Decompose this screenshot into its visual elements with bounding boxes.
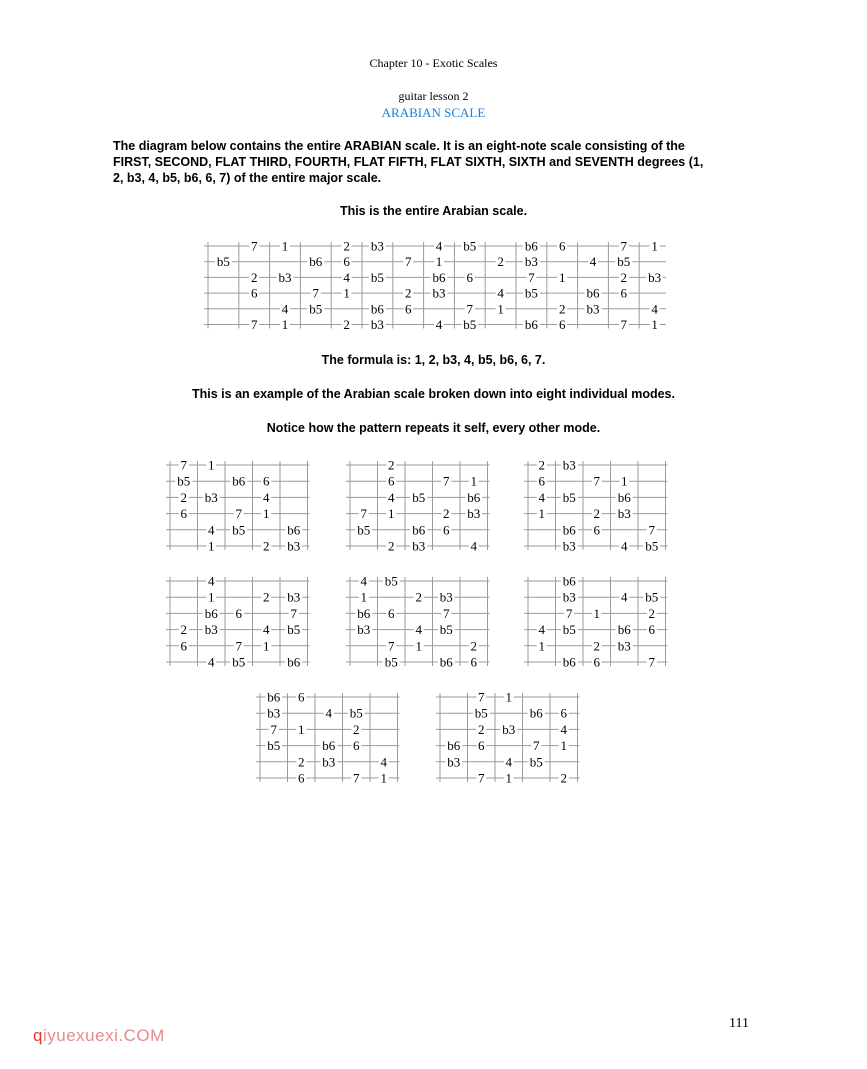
scale-note: 2 bbox=[250, 269, 258, 285]
scale-note: 7 bbox=[443, 473, 450, 489]
scale-note: 2 bbox=[538, 457, 545, 473]
scale-note: b6 bbox=[586, 285, 600, 301]
scale-note: b5 bbox=[524, 285, 538, 301]
scale-note: 6 bbox=[443, 522, 450, 538]
scale-note: b3 bbox=[267, 705, 281, 721]
scale-note: 4 bbox=[263, 622, 270, 638]
mode-3-diagram bbox=[524, 458, 668, 554]
formula-text: The formula is: 1, 2, b3, 4, b5, b6, 6, 7. bbox=[321, 353, 546, 367]
scale-note: b6 bbox=[617, 622, 631, 638]
scale-note: b5 bbox=[232, 522, 246, 538]
scale-note: b6 bbox=[562, 654, 576, 670]
scale-note: 1 bbox=[435, 254, 443, 270]
scale-note: 7 bbox=[360, 506, 367, 522]
scale-note: b5 bbox=[357, 522, 371, 538]
scale-note: 6 bbox=[263, 473, 270, 489]
scale-note: 4 bbox=[388, 489, 395, 505]
scale-note: 6 bbox=[353, 738, 360, 754]
scale-note: 7 bbox=[404, 254, 412, 270]
modes-caption: This is an example of the Arabian scale broken down into eight individual modes. bbox=[192, 387, 675, 401]
scale-note: 4 bbox=[415, 622, 422, 638]
scale-note: 2 bbox=[343, 317, 350, 332]
scale-note: b6 bbox=[287, 522, 301, 538]
scale-note: b3 bbox=[562, 589, 576, 605]
scale-note: b3 bbox=[412, 538, 426, 554]
scale-note: b5 bbox=[267, 738, 281, 754]
scale-note: 2 bbox=[404, 285, 412, 301]
scale-note: 6 bbox=[298, 770, 305, 786]
scale-note: 1 bbox=[505, 689, 512, 705]
scale-note: 2 bbox=[263, 538, 270, 554]
scale-note: 6 bbox=[180, 506, 187, 522]
scale-note: 7 bbox=[250, 238, 258, 254]
scale-note: b6 bbox=[322, 738, 336, 754]
scale-note: b3 bbox=[432, 285, 446, 301]
scale-note: 1 bbox=[651, 238, 658, 254]
scale-note: b3 bbox=[562, 538, 576, 554]
scale-note: 1 bbox=[208, 589, 215, 605]
scale-note: 2 bbox=[415, 589, 422, 605]
scale-note: 6 bbox=[593, 522, 600, 538]
scale-note: 7 bbox=[528, 269, 535, 285]
intro-line-1: The diagram below contains the entire ARABIAN scale. It is an eight-note scale consisting of the bbox=[113, 139, 685, 153]
scale-note: b3 bbox=[617, 638, 631, 654]
scale-note: b3 bbox=[204, 489, 218, 505]
scale-note: b5 bbox=[384, 654, 398, 670]
scale-note: 7 bbox=[443, 605, 450, 621]
scale-note: 2 bbox=[558, 301, 566, 317]
scale-note: 4 bbox=[621, 538, 628, 554]
scale-note: b6 bbox=[617, 489, 631, 505]
scale-note: 1 bbox=[621, 473, 628, 489]
scale-note: 1 bbox=[263, 638, 270, 654]
scale-note: b3 bbox=[648, 269, 662, 285]
scale-note: b5 bbox=[232, 654, 246, 670]
scale-note: b6 bbox=[562, 573, 576, 589]
scale-note: 7 bbox=[533, 738, 540, 754]
scale-note: 4 bbox=[343, 269, 350, 285]
scale-note: 7 bbox=[235, 506, 242, 522]
scale-note: 1 bbox=[380, 770, 387, 786]
scale-note: b5 bbox=[439, 622, 453, 638]
repeat-caption: Notice how the pattern repeats it self, every other mode. bbox=[266, 421, 601, 435]
mode-1-diagram bbox=[166, 458, 310, 554]
scale-note: b6 bbox=[467, 489, 481, 505]
scale-note: 6 bbox=[470, 654, 477, 670]
scale-note: 6 bbox=[404, 301, 412, 317]
mode-2-diagram bbox=[346, 458, 490, 554]
scale-note: 1 bbox=[497, 301, 504, 317]
scale-note: 1 bbox=[651, 317, 658, 332]
scale-note: 4 bbox=[208, 654, 215, 670]
scale-note: 7 bbox=[353, 770, 360, 786]
scale-note: b5 bbox=[287, 622, 301, 638]
scale-note: b6 bbox=[204, 605, 218, 621]
scale-note: 4 bbox=[360, 573, 367, 589]
scale-note: 2 bbox=[388, 538, 395, 554]
scale-note: b6 bbox=[562, 522, 576, 538]
watermark-q: q bbox=[33, 1026, 43, 1045]
chapter-header: Chapter 10 - Exotic Scales bbox=[369, 56, 498, 70]
scale-note: 2 bbox=[263, 589, 270, 605]
scale-note: b6 bbox=[447, 738, 461, 754]
scale-note: b6 bbox=[412, 522, 426, 538]
entire-scale-diagram bbox=[204, 239, 666, 333]
mode-6-diagram bbox=[524, 574, 668, 670]
scale-note: b5 bbox=[463, 317, 477, 332]
scale-note: 6 bbox=[180, 638, 187, 654]
scale-note: 2 bbox=[648, 605, 655, 621]
scale-note: b3 bbox=[287, 538, 301, 554]
scale-note: b3 bbox=[370, 317, 384, 332]
scale-note: 4 bbox=[380, 754, 387, 770]
scale-note: b5 bbox=[474, 705, 488, 721]
scale-note: 7 bbox=[648, 654, 655, 670]
scale-note: 2 bbox=[560, 770, 567, 786]
lesson-subtitle: guitar lesson 2 bbox=[398, 89, 469, 103]
scale-note: b3 bbox=[562, 457, 576, 473]
scale-note: b6 bbox=[309, 254, 323, 270]
scale-note: 4 bbox=[538, 489, 545, 505]
scale-note: 4 bbox=[208, 573, 215, 589]
mode-4-diagram bbox=[166, 574, 310, 670]
scale-note: 2 bbox=[343, 238, 350, 254]
scale-note: b5 bbox=[529, 754, 543, 770]
scale-note: b5 bbox=[216, 254, 230, 270]
scale-note: 4 bbox=[589, 254, 597, 270]
scale-note: 2 bbox=[388, 457, 395, 473]
scale-note: 6 bbox=[538, 473, 545, 489]
scale-note: 4 bbox=[208, 522, 215, 538]
scale-title: ARABIAN SCALE bbox=[381, 105, 486, 120]
page-number: 111 bbox=[729, 1016, 749, 1031]
scale-note: 6 bbox=[298, 689, 305, 705]
scale-note: 1 bbox=[505, 770, 512, 786]
scale-note: 1 bbox=[360, 589, 367, 605]
scale-note: b3 bbox=[439, 589, 453, 605]
scale-note: 7 bbox=[250, 317, 258, 332]
scale-note: 4 bbox=[325, 705, 332, 721]
scale-note: b6 bbox=[267, 689, 281, 705]
scale-note: 1 bbox=[208, 457, 215, 473]
scale-note: 7 bbox=[312, 285, 320, 301]
scale-note: 7 bbox=[620, 238, 628, 254]
scale-note: b3 bbox=[447, 754, 461, 770]
scale-note: 1 bbox=[470, 473, 477, 489]
scale-note: 2 bbox=[443, 506, 450, 522]
mode-8-diagram bbox=[436, 690, 580, 786]
scale-note: 4 bbox=[470, 538, 477, 554]
scale-note: 6 bbox=[466, 269, 474, 285]
scale-note: b3 bbox=[287, 589, 301, 605]
scale-note: 1 bbox=[388, 506, 395, 522]
scale-note: 1 bbox=[298, 721, 305, 737]
scale-note: 2 bbox=[620, 269, 628, 285]
scale-note: 2 bbox=[180, 622, 187, 638]
scale-note: 4 bbox=[497, 285, 504, 301]
scale-note: 7 bbox=[566, 605, 573, 621]
scale-note: 4 bbox=[651, 301, 658, 317]
scale-note: 2 bbox=[593, 638, 600, 654]
scale-note: 6 bbox=[235, 605, 242, 621]
entire-scale-caption: This is the entire Arabian scale. bbox=[339, 204, 528, 218]
scale-note: b5 bbox=[463, 238, 477, 254]
mode-5-diagram bbox=[346, 574, 490, 670]
scale-note: b3 bbox=[370, 238, 384, 254]
scale-note: b6 bbox=[432, 269, 446, 285]
scale-note: b6 bbox=[370, 301, 384, 317]
scale-note: b6 bbox=[232, 473, 246, 489]
scale-note: 4 bbox=[505, 754, 512, 770]
scale-note: b3 bbox=[586, 301, 600, 317]
scale-note: 7 bbox=[648, 522, 655, 538]
scale-note: 4 bbox=[435, 317, 443, 332]
mode-7-diagram bbox=[256, 690, 400, 786]
scale-note: 2 bbox=[353, 721, 360, 737]
scale-note: b5 bbox=[349, 705, 363, 721]
scale-note: b5 bbox=[370, 269, 384, 285]
scale-note: 7 bbox=[478, 770, 485, 786]
scale-note: b3 bbox=[467, 506, 481, 522]
scale-note: 7 bbox=[466, 301, 474, 317]
scale-note: 1 bbox=[208, 538, 215, 554]
scale-note: 1 bbox=[538, 638, 545, 654]
scale-note: b6 bbox=[439, 654, 453, 670]
scale-note: 7 bbox=[478, 689, 485, 705]
scale-note: 6 bbox=[648, 622, 655, 638]
scale-note: 1 bbox=[538, 506, 545, 522]
scale-note: b5 bbox=[384, 573, 398, 589]
scale-note: 6 bbox=[388, 605, 395, 621]
scale-note: 7 bbox=[270, 721, 277, 737]
scale-note: 1 bbox=[415, 638, 422, 654]
modes-fretboards bbox=[160, 455, 705, 790]
scale-note: b5 bbox=[562, 622, 576, 638]
scale-note: b5 bbox=[645, 589, 659, 605]
scale-note: 6 bbox=[388, 473, 395, 489]
scale-note: 4 bbox=[538, 622, 545, 638]
scale-note: 6 bbox=[620, 285, 628, 301]
scale-note: b5 bbox=[617, 254, 631, 270]
scale-note: 1 bbox=[343, 285, 350, 301]
scale-note: b6 bbox=[357, 605, 371, 621]
scale-note: b6 bbox=[287, 654, 301, 670]
scale-note: 2 bbox=[497, 254, 504, 270]
intro-line-2: FIRST, SECOND, FLAT THIRD, FOURTH, FLAT FIFTH, FLAT SIXTH, SIXTH and SEVENTH degrees (1, bbox=[113, 155, 704, 169]
watermark-text: iyuexuexi.COM bbox=[42, 1026, 165, 1045]
scale-note: 7 bbox=[620, 317, 628, 332]
scale-note: 4 bbox=[621, 589, 628, 605]
scale-note: b3 bbox=[204, 622, 218, 638]
scale-note: 2 bbox=[478, 721, 485, 737]
scale-note: 1 bbox=[281, 317, 289, 332]
scale-note: b5 bbox=[645, 538, 659, 554]
scale-note: 4 bbox=[281, 301, 289, 317]
scale-note: 2 bbox=[470, 638, 477, 654]
scale-note: 6 bbox=[593, 654, 600, 670]
scale-note: 7 bbox=[290, 605, 297, 621]
scale-note: b6 bbox=[529, 705, 543, 721]
scale-note: b5 bbox=[309, 301, 323, 317]
site-watermark bbox=[33, 1026, 165, 1046]
scale-note: b5 bbox=[562, 489, 576, 505]
scale-note: 6 bbox=[560, 705, 567, 721]
intro-paragraph bbox=[113, 138, 753, 186]
scale-note: 1 bbox=[558, 269, 566, 285]
scale-note: b3 bbox=[617, 506, 631, 522]
scale-note: 1 bbox=[560, 738, 567, 754]
scale-note: 7 bbox=[593, 473, 600, 489]
intro-line-3: 2, b3, 4, b5, b6, 6, 7) of the entire major scale. bbox=[113, 171, 382, 185]
scale-note: b3 bbox=[278, 269, 292, 285]
scale-note: 2 bbox=[593, 506, 600, 522]
scale-note: 7 bbox=[235, 638, 242, 654]
scale-note: 1 bbox=[263, 506, 270, 522]
scale-note: 6 bbox=[558, 238, 566, 254]
scale-note: 1 bbox=[593, 605, 600, 621]
scale-note: 6 bbox=[478, 738, 485, 754]
scale-note: 6 bbox=[250, 285, 258, 301]
scale-note: 7 bbox=[388, 638, 395, 654]
scale-note: b6 bbox=[524, 317, 538, 332]
scale-note: b6 bbox=[524, 238, 538, 254]
scale-note: 4 bbox=[560, 721, 567, 737]
scale-note: 6 bbox=[558, 317, 566, 332]
scale-note: b3 bbox=[322, 754, 336, 770]
scale-note: 6 bbox=[343, 254, 350, 270]
scale-note: b5 bbox=[177, 473, 191, 489]
scale-note: 4 bbox=[263, 489, 270, 505]
scale-note: b3 bbox=[502, 721, 516, 737]
scale-note: b3 bbox=[524, 254, 538, 270]
scale-note: 7 bbox=[180, 457, 187, 473]
scale-note: 1 bbox=[281, 238, 289, 254]
scale-note: 2 bbox=[298, 754, 305, 770]
scale-note: b5 bbox=[412, 489, 426, 505]
scale-note: 4 bbox=[435, 238, 443, 254]
entire-scale-fretboard bbox=[200, 238, 666, 338]
scale-note: 2 bbox=[180, 489, 187, 505]
scale-note: b3 bbox=[357, 622, 371, 638]
